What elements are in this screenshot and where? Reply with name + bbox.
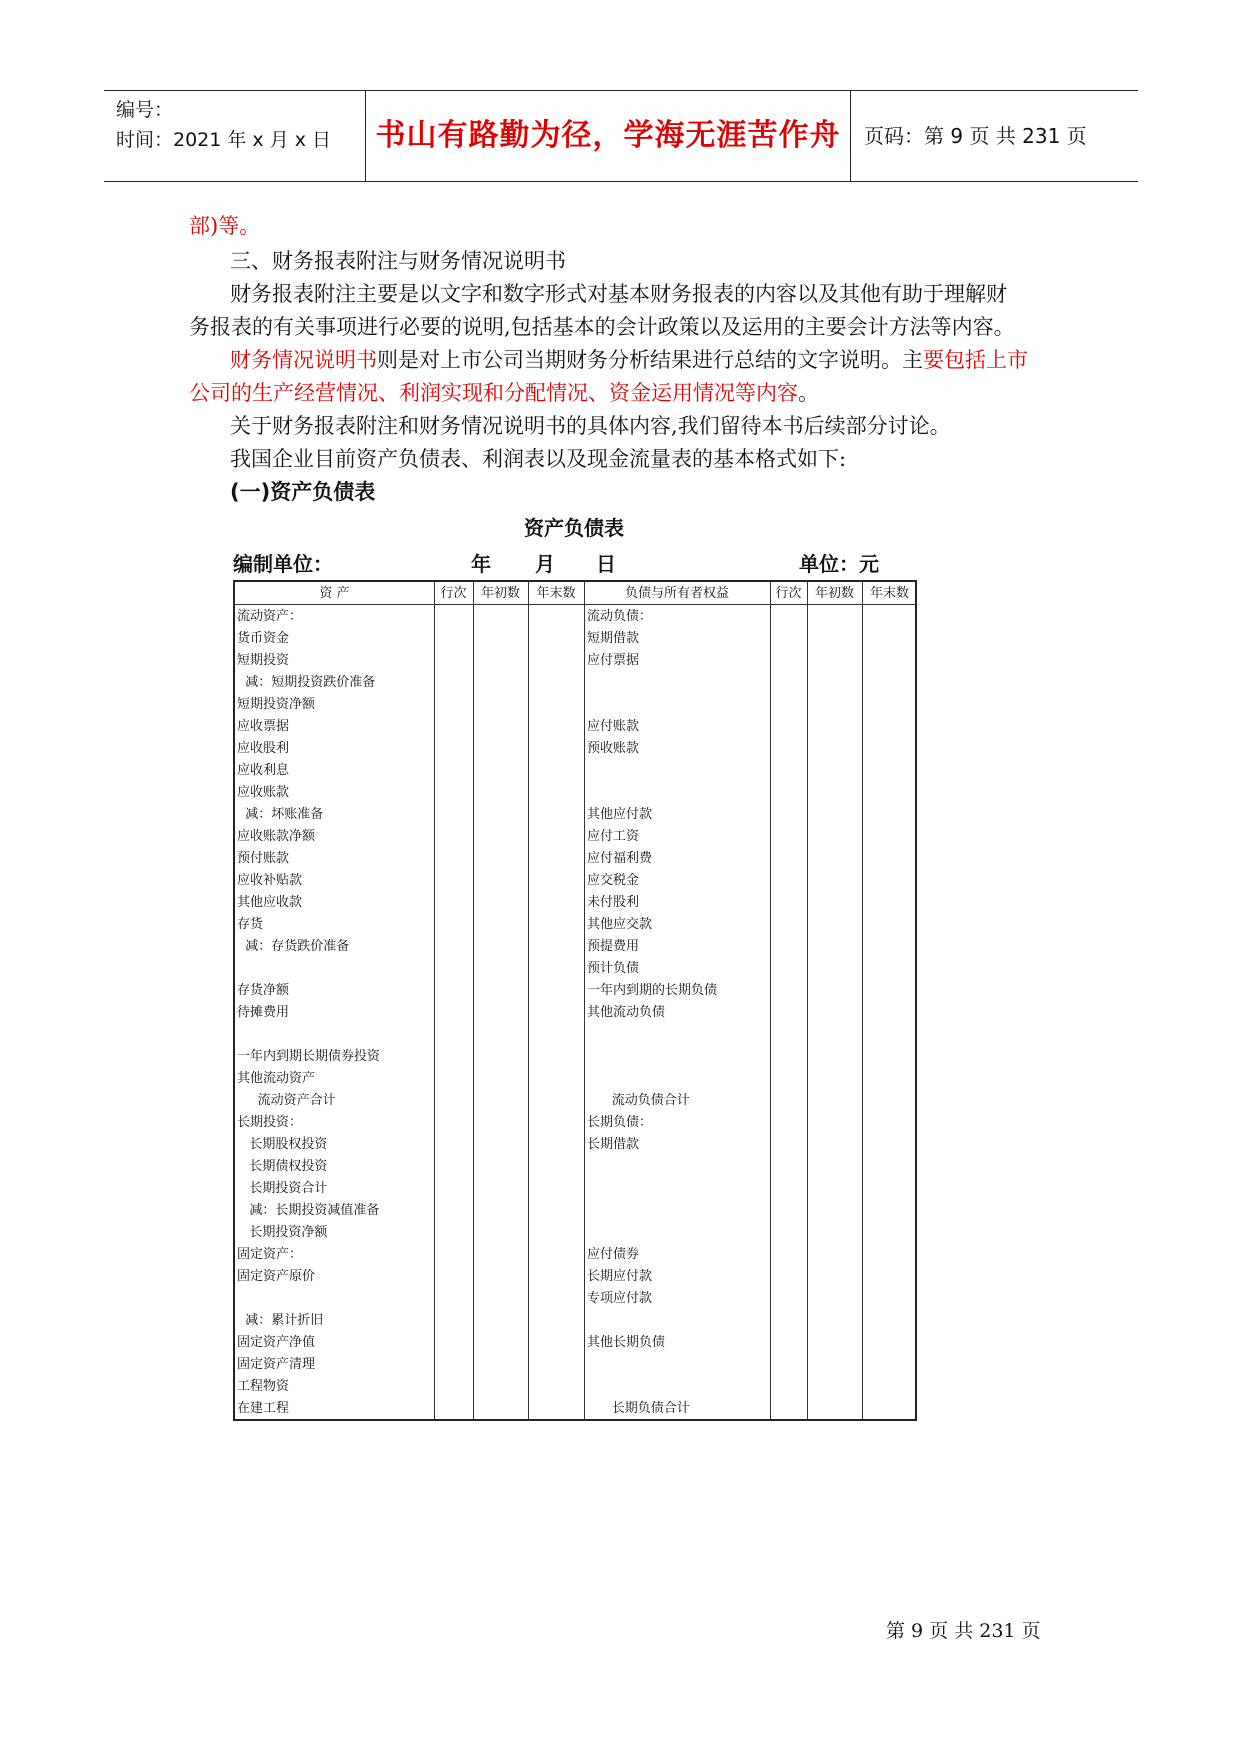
liability-row-label: 应交税金 bbox=[587, 873, 640, 888]
asset-row-label: 其他应收款 bbox=[237, 895, 303, 910]
liability-row-label: 一年内到期的长期负债 bbox=[587, 983, 718, 998]
column-rule bbox=[862, 582, 863, 1419]
page-header bbox=[104, 90, 1138, 182]
asset-row-label: 短期投资 bbox=[237, 653, 290, 668]
highlight-text: 公司的生产经营情况、利润实现和分配情况、资金运用情况等内容 bbox=[189, 381, 798, 405]
col-header-liabilities: 负债与所有者权益 bbox=[624, 586, 729, 601]
asset-row-label: 长期债权投资 bbox=[237, 1159, 328, 1174]
asset-row-label: 流动资产合计 bbox=[237, 1093, 336, 1108]
column-rule bbox=[434, 582, 435, 1419]
asset-row-label: 预付账款 bbox=[237, 851, 290, 866]
asset-row-label: 应收票据 bbox=[237, 719, 290, 734]
liability-row-label: 应付账款 bbox=[587, 719, 640, 734]
balance-sheet-table bbox=[233, 580, 917, 1421]
asset-row-label: 长期投资合计 bbox=[237, 1181, 328, 1196]
liability-row-label: 应付福利费 bbox=[587, 851, 653, 866]
asset-row-label: 减：存货跌价准备 bbox=[237, 939, 350, 954]
liability-row-label: 长期负债： bbox=[587, 1115, 653, 1130]
asset-row-label: 存货 bbox=[237, 917, 264, 932]
asset-row-label: 固定资产净值 bbox=[237, 1335, 316, 1350]
subheading: (一)资产负债表 bbox=[230, 480, 376, 504]
asset-row-label: 货币资金 bbox=[237, 631, 290, 646]
year-label: 年 bbox=[471, 552, 491, 576]
paragraph-line bbox=[230, 344, 1028, 376]
liability-row-label: 预提费用 bbox=[587, 939, 640, 954]
asset-row-label: 在建工程 bbox=[237, 1401, 290, 1416]
asset-row-label: 流动资产： bbox=[237, 609, 303, 624]
asset-row-label: 其他流动资产 bbox=[237, 1071, 316, 1086]
paragraph-line: 财务报表附注主要是以文字和数字形式对基本财务报表的内容以及其他有助于理解财 bbox=[230, 282, 1007, 306]
column-rule bbox=[807, 582, 808, 1419]
day-label: 日 bbox=[596, 552, 616, 576]
asset-row-label: 减：坏账准备 bbox=[237, 807, 324, 822]
col-header-line-no: 行次 bbox=[440, 586, 467, 601]
currency-label: 单位：元 bbox=[799, 552, 879, 576]
header-meta bbox=[116, 95, 356, 155]
liability-row-label: 长期借款 bbox=[587, 1137, 640, 1152]
continuation-line: 部)等。 bbox=[189, 214, 261, 238]
col-header-begin: 年初数 bbox=[480, 586, 520, 601]
highlight-text: 要包括上市 bbox=[923, 348, 1028, 372]
column-rule bbox=[584, 582, 585, 1419]
col-header-asset: 资 产 bbox=[319, 586, 350, 601]
month-label: 月 bbox=[535, 552, 555, 576]
column-rule bbox=[770, 582, 771, 1419]
asset-row-label: 应收利息 bbox=[237, 763, 290, 778]
liability-row-label: 长期应付款 bbox=[587, 1269, 653, 1284]
asset-row-label: 减：累计折旧 bbox=[237, 1313, 324, 1328]
liability-row-label: 其他流动负债 bbox=[587, 1005, 666, 1020]
serial-label: 编号： bbox=[116, 99, 174, 121]
paragraph-text: 则是对上市公司当期财务分析结果进行总结的文字说明。主 bbox=[377, 348, 923, 372]
liability-row-label: 预计负债 bbox=[587, 961, 640, 976]
asset-row-label: 应收股利 bbox=[237, 741, 290, 756]
page-footer: 第 9 页 共 231 页 bbox=[886, 1620, 1041, 1642]
liability-row-label: 其他长期负债 bbox=[587, 1335, 666, 1350]
liability-row-label: 长期负债合计 bbox=[587, 1401, 690, 1416]
col-header-end: 年末数 bbox=[536, 586, 576, 601]
prepared-by-label: 编制单位： bbox=[233, 552, 333, 576]
asset-row-label: 长期股权投资 bbox=[237, 1137, 328, 1152]
header-divider bbox=[850, 91, 851, 181]
balance-sheet-title: 资产负债表 bbox=[524, 516, 624, 540]
header-motto: 书山有路勤为径，学海无涯苦作舟 bbox=[375, 118, 841, 153]
liability-row-label: 流动负债： bbox=[587, 609, 653, 624]
liability-row-label: 预收账款 bbox=[587, 741, 640, 756]
liability-row-label: 未付股利 bbox=[587, 895, 640, 910]
liability-row-label: 流动负债合计 bbox=[587, 1093, 690, 1108]
col-header-line-no: 行次 bbox=[775, 586, 802, 601]
asset-row-label: 固定资产清理 bbox=[237, 1357, 316, 1372]
asset-row-label: 固定资产： bbox=[237, 1247, 303, 1262]
time-label: 时间：2021 年 x 月 x 日 bbox=[116, 129, 332, 151]
liability-row-label: 应付债券 bbox=[587, 1247, 640, 1262]
asset-row-label: 存货净额 bbox=[237, 983, 290, 998]
asset-row-label: 固定资产原价 bbox=[237, 1269, 316, 1284]
liability-row-label: 其他应交款 bbox=[587, 917, 653, 932]
liability-row-label: 应付工资 bbox=[587, 829, 640, 844]
asset-row-label: 减：长期投资减值准备 bbox=[237, 1203, 380, 1218]
section-heading: 三、财务报表附注与财务情况说明书 bbox=[230, 249, 566, 273]
liability-row-label: 应付票据 bbox=[587, 653, 640, 668]
column-rule bbox=[473, 582, 474, 1419]
liability-row-label: 其他应付款 bbox=[587, 807, 653, 822]
asset-row-label: 长期投资净额 bbox=[237, 1225, 328, 1240]
liability-row-label: 专项应付款 bbox=[587, 1291, 653, 1306]
paragraph-line bbox=[189, 377, 819, 409]
col-header-begin: 年初数 bbox=[814, 586, 854, 601]
asset-row-label: 长期投资： bbox=[237, 1115, 303, 1130]
column-rule bbox=[528, 582, 529, 1419]
asset-row-label: 工程物资 bbox=[237, 1379, 290, 1394]
asset-row-label: 待摊费用 bbox=[237, 1005, 290, 1020]
paragraph-line: 我国企业目前资产负债表、利润表以及现金流量表的基本格式如下: bbox=[230, 447, 847, 471]
highlight-text: 财务情况说明书 bbox=[230, 348, 377, 372]
paragraph-line: 关于财务报表附注和财务情况说明书的具体内容,我们留待本书后续部分讨论。 bbox=[230, 414, 951, 438]
asset-row-label: 一年内到期长期债券投资 bbox=[237, 1049, 381, 1064]
paragraph-line: 务报表的有关事项进行必要的说明,包括基本的会计政策以及运用的主要会计方法等内容。 bbox=[189, 315, 1015, 339]
asset-row-label: 应收账款净额 bbox=[237, 829, 316, 844]
asset-row-label: 短期投资净额 bbox=[237, 697, 316, 712]
asset-row-label: 应收账款 bbox=[237, 785, 290, 800]
col-header-end: 年末数 bbox=[869, 586, 909, 601]
asset-row-label: 减：短期投资跌价准备 bbox=[237, 675, 376, 690]
liability-row-label: 短期借款 bbox=[587, 631, 640, 646]
paragraph-text: 。 bbox=[798, 381, 819, 405]
header-page-number: 页码：第 9 页 共 231 页 bbox=[864, 124, 1087, 148]
asset-row-label: 应收补贴款 bbox=[237, 873, 303, 888]
